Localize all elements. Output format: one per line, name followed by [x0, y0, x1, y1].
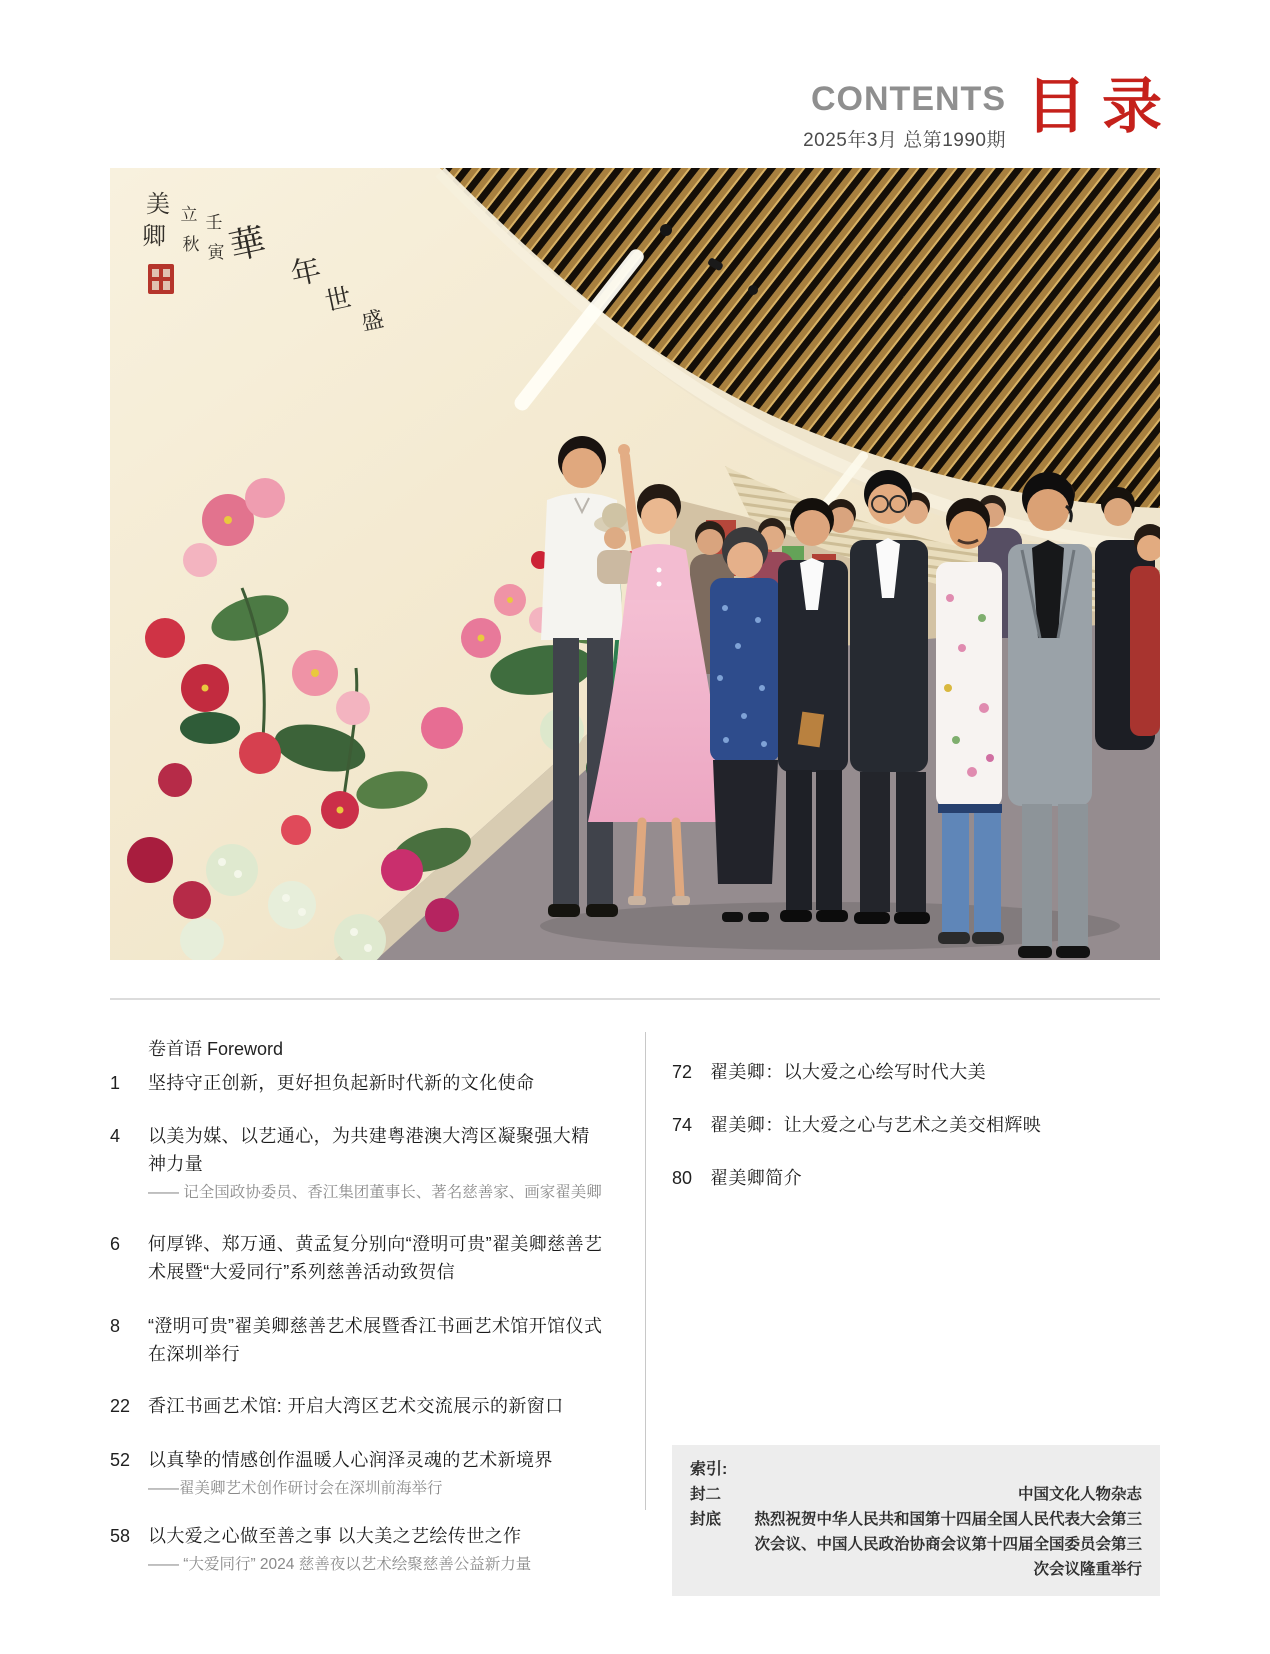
toc-item-title: 坚持守正创新，更好担负起新时代新的文化使命 [148, 1073, 535, 1093]
index-row [690, 1507, 1142, 1582]
page-number: 4 [110, 1126, 121, 1146]
toc-item [110, 1122, 607, 1206]
toc-item [110, 1446, 607, 1502]
woman-blue-jacket [710, 527, 780, 922]
mural-title-char: 世 [322, 282, 355, 318]
toc-left-column [110, 1035, 607, 1578]
index-row [690, 1482, 1142, 1507]
toc-item-title: 以真挚的情感创作温暖人心润泽灵魂的艺术新境界 [148, 1450, 553, 1470]
toc-item [672, 1058, 1160, 1086]
column-divider [645, 1032, 646, 1510]
index-row-name: 封二 [690, 1486, 722, 1503]
page-number: 6 [110, 1234, 121, 1254]
page-number: 80 [672, 1168, 693, 1188]
index-box [672, 1445, 1160, 1596]
toc-item-title: 以大爱之心做至善之事 以大美之艺绘传世之作 [148, 1526, 522, 1546]
calligraphy-char: 卿 [142, 222, 166, 250]
toc-item-subtitle: —— “大爱同行” 2024 慈善夜以艺术绘聚慈善公益新力量 [148, 1556, 532, 1573]
toc-item-title: “澄明可贵”翟美卿慈善艺术展暨香江书画艺术馆开馆仪式在深圳举行 [148, 1316, 603, 1364]
mural-title-char: 年 [287, 252, 325, 293]
toc-item-subtitle: —— 记全国政协委员、香江集团董事长、著名慈善家、画家翟美卿 [148, 1184, 602, 1201]
mural-title-char: 華 [225, 220, 270, 269]
toc-item-title: 以美为媒、以艺通心，为共建粤港澳大湾区凝聚强大精神力量 [148, 1126, 590, 1174]
toc-item [110, 1312, 607, 1368]
toc-item-title: 翟美卿：让大爱之心与艺术之美交相辉映 [710, 1115, 1042, 1135]
far-right-guests [1095, 487, 1160, 750]
toc-item-title: 翟美卿简介 [710, 1168, 802, 1188]
toc-item-subtitle: ——翟美卿艺术创作研讨会在深圳前海举行 [148, 1480, 443, 1497]
calligraphy-char: 寅 [207, 243, 225, 263]
contents-title-chinese [1026, 74, 1162, 140]
calligraphy-char: 壬 [205, 213, 223, 233]
toc-item [110, 1392, 607, 1420]
toc-item-title: 香江书画艺术馆: 开启大湾区艺术交流展示的新窗口 [148, 1396, 564, 1416]
artist-seal [148, 264, 174, 294]
page-number: 72 [672, 1062, 693, 1082]
index-row-value: 中国文化人物杂志 [1017, 1486, 1142, 1503]
contents-cn-char-1: 目 [1026, 73, 1086, 140]
exhibition-photo [110, 168, 1160, 960]
page-number: 1 [110, 1073, 121, 1093]
toc-item [110, 1069, 607, 1097]
page-number: 58 [110, 1526, 131, 1546]
toc-item [110, 1230, 607, 1286]
exhibition-photo-illustration [110, 168, 1160, 960]
calligraphy-char: 秋 [182, 235, 200, 255]
toc-item [672, 1111, 1160, 1139]
mural-title-char: 盛 [359, 307, 387, 337]
issue-date: 2025年3月 总第1990期 [803, 130, 1006, 151]
page-number: 74 [672, 1115, 693, 1135]
header-english-block [700, 82, 1006, 152]
page-number: 8 [110, 1316, 121, 1336]
toc-item [110, 1522, 607, 1578]
index-row-name: 封底 [690, 1511, 722, 1528]
page-number: 22 [110, 1396, 131, 1416]
calligraphy-char: 美 [146, 190, 170, 218]
toc-item-title: 何厚铧、郑万通、黄孟复分别向“澄明可贵”翟美卿慈善艺术展暨“大爱同行”系列慈善活动致贺信 [148, 1234, 603, 1282]
toc-item-title: 翟美卿：以大爱之心绘写时代大美 [710, 1062, 986, 1082]
contents-title: CONTENTS [811, 80, 1006, 118]
page-number: 52 [110, 1450, 131, 1470]
toc-item [672, 1164, 1160, 1192]
horizontal-rule [110, 998, 1160, 1000]
toc-right-column [672, 1058, 1160, 1192]
index-label: 索引: [690, 1461, 728, 1478]
section-label-foreword: 卷首语 Foreword [148, 1039, 284, 1059]
calligraphy-char: 立 [180, 205, 198, 225]
contents-cn-char-2: 录 [1102, 73, 1162, 140]
index-row-value: 热烈祝贺中华人民共和国第十四届全国人民代表大会第三次会议、中国人民政治协商会议第十四届全国委员会第三次会议隆重举行 [754, 1511, 1142, 1578]
